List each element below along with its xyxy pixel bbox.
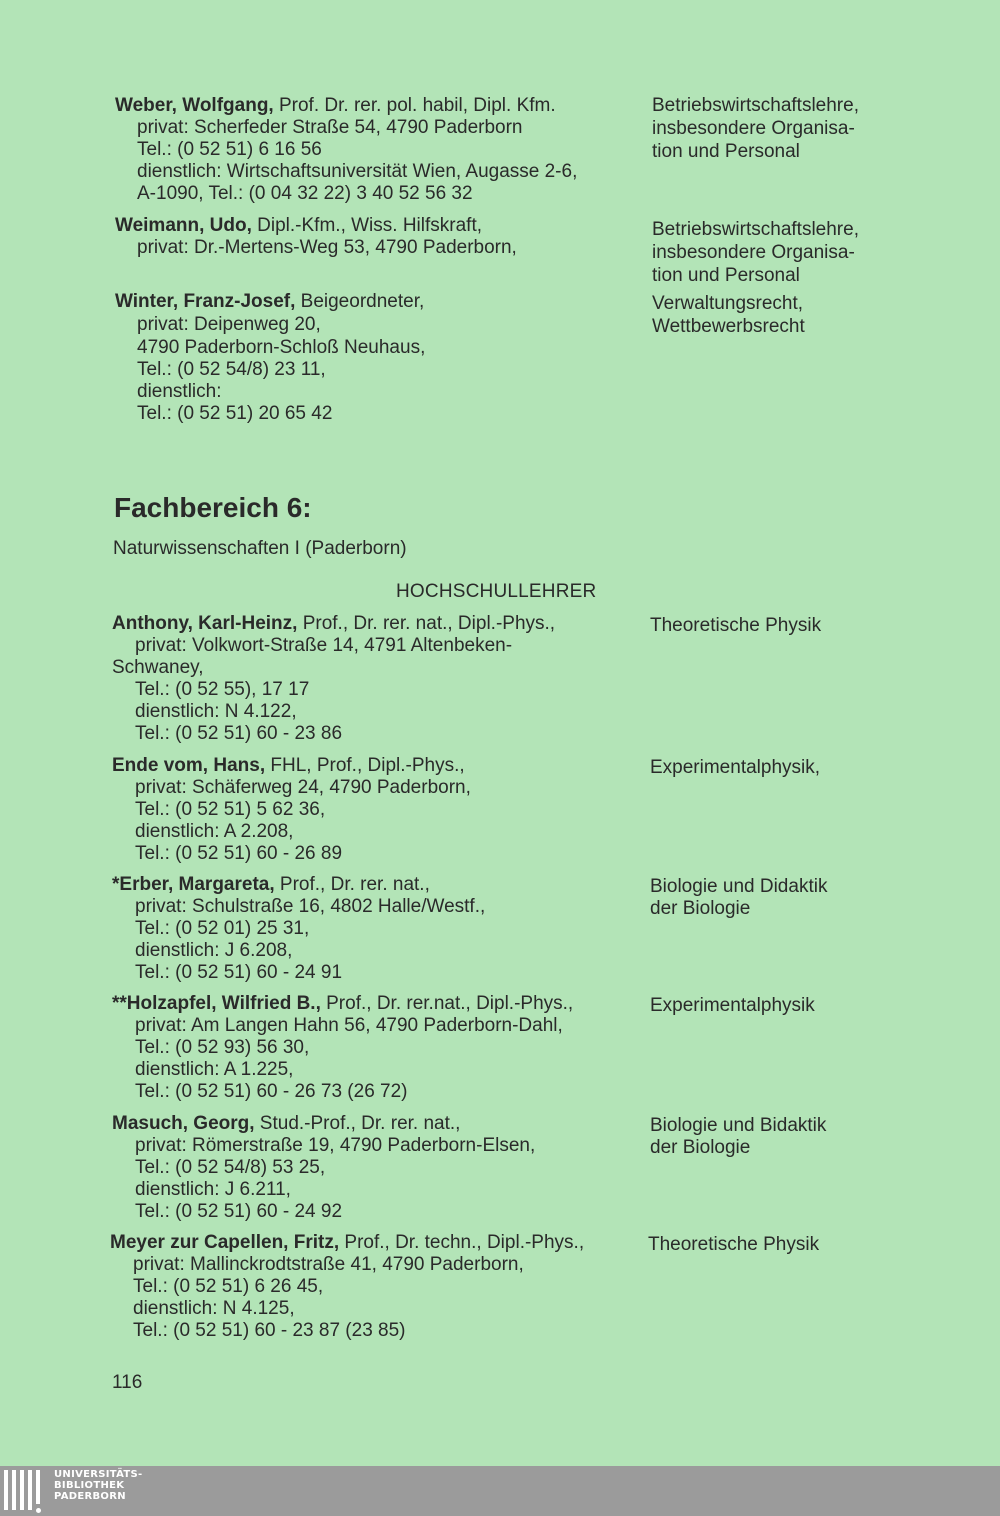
entry-line: Schwaney, [112, 657, 204, 678]
subject-line: Betriebswirtschaftslehre, [652, 219, 859, 240]
subject-line: Experimentalphysik [650, 995, 815, 1016]
subject-line: der Biologie [650, 1137, 751, 1158]
entry-name-line [112, 993, 573, 1015]
section-heading: Fachbereich 6: [114, 492, 312, 523]
entry-name-line [112, 1113, 460, 1135]
entry-name-line [112, 874, 430, 896]
entry-line: dienstlich: N 4.125, [133, 1298, 295, 1319]
subject-line: Biologie und Didaktik [650, 876, 828, 897]
entry-line: Tel.: (0 52 54/8) 23 11, [137, 359, 326, 380]
entry-name-line [115, 95, 556, 117]
entry-line: privat: Römerstraße 19, 4790 Paderborn-Elsen, [135, 1135, 536, 1156]
subject-line: Wettbewerbsrecht [652, 316, 805, 337]
entry-line: privat: Schäferweg 24, 4790 Paderborn, [135, 777, 471, 798]
section-subheading: Naturwissenschaften I (Paderborn) [113, 538, 407, 559]
entry-line: Tel.: (0 52 51) 60 - 23 87 (23 85) [133, 1320, 406, 1341]
group-heading: HOCHSCHULLEHRER [396, 581, 597, 602]
person-title: Prof., Dr. rer.nat., Dipl.-Phys., [320, 993, 574, 1014]
person-name: *Erber, Margareta, [112, 874, 275, 895]
entry-line: dienstlich: J 6.208, [135, 940, 293, 961]
person-title: Prof., Dr. rer. nat., [274, 874, 430, 895]
entry-line: Tel.: (0 52 54/8) 53 25, [135, 1157, 326, 1178]
entry-line: dienstlich: A 2.208, [135, 821, 294, 842]
person-name: **Holzapfel, Wilfried B., [112, 993, 321, 1014]
entry-line: privat: Mallinckrodtstraße 41, 4790 Paderborn, [133, 1254, 524, 1275]
person-name: Winter, Franz-Josef, [115, 291, 296, 312]
subject-line: Theoretische Physik [648, 1234, 820, 1255]
logo-line: UNIVERSITÄTS- [54, 1469, 143, 1480]
entry-line: privat: Scherfeder Straße 54, 4790 Paderborn [137, 117, 523, 138]
entry-name-line [112, 755, 465, 777]
entry-line: dienstlich: A 1.225, [135, 1059, 294, 1080]
logo-line: BIBLIOTHEK [54, 1480, 125, 1491]
entry-line: privat: Volkwort-Straße 14, 4791 Altenbeken- [135, 635, 513, 656]
subject-line: tion und Personal [652, 265, 800, 286]
entry-line: Tel.: (0 52 93) 56 30, [135, 1037, 310, 1058]
library-footer-bar [0, 1466, 1000, 1516]
subject-line: der Biologie [650, 898, 751, 919]
entry-line: privat: Deipenweg 20, [137, 314, 321, 335]
person-title: Stud.-Prof., Dr. rer. nat., [254, 1113, 461, 1134]
person-title: Prof., Dr. rer. nat., Dipl.-Phys., [297, 613, 556, 634]
entry-line: privat: Schulstraße 16, 4802 Halle/Westf., [135, 896, 486, 917]
entry-line: Tel.: (0 52 51) 5 62 36, [135, 799, 326, 820]
entry-line: Tel.: (0 52 51) 20 65 42 [137, 403, 333, 424]
subject-line: Biologie und Bidaktik [650, 1115, 827, 1136]
logo-line: PADERBORN [54, 1491, 126, 1502]
entry-line: dienstlich: J 6.211, [135, 1179, 291, 1200]
entry-line: Tel.: (0 52 51) 60 - 24 91 [135, 962, 343, 983]
entry-name-line [115, 291, 424, 313]
person-name: Masuch, Georg, [112, 1113, 255, 1134]
subject-line: insbesondere Organisa- [652, 242, 855, 263]
entry-line: Tel.: (0 52 51) 60 - 26 89 [135, 843, 343, 864]
subject-line: tion und Personal [652, 141, 800, 162]
person-title: Prof. Dr. rer. pol. habil, Dipl. Kfm. [273, 95, 556, 116]
person-name: Ende vom, Hans, [112, 755, 266, 776]
library-logo-text [54, 1469, 143, 1502]
person-title: Beigeordneter, [295, 291, 425, 312]
library-logo-icon [2, 1470, 48, 1514]
subject-line: Betriebswirtschaftslehre, [652, 95, 859, 116]
page-number: 116 [112, 1372, 143, 1393]
subject-line: Verwaltungsrecht, [652, 293, 804, 314]
entry-line: dienstlich: Wirtschaftsuniversität Wien, Augasse 2-6, [137, 161, 578, 182]
entry-line: Tel.: (0 52 55), 17 17 [135, 679, 310, 700]
entry-line: dienstlich: N 4.122, [135, 701, 297, 722]
person-title: Dipl.-Kfm., Wiss. Hilfskraft, [251, 215, 483, 236]
person-title: Prof., Dr. techn., Dipl.-Phys., [339, 1232, 585, 1253]
entry-line: privat: Dr.-Mertens-Weg 53, 4790 Paderborn, [137, 237, 517, 258]
person-name: Weimann, Udo, [115, 215, 252, 236]
entry-name-line [110, 1232, 584, 1254]
subject-line: Theoretische Physik [650, 615, 822, 636]
person-title: FHL, Prof., Dipl.-Phys., [265, 755, 465, 776]
entry-line: dienstlich: [137, 381, 222, 402]
entry-line: A-1090, Tel.: (0 04 32 22) 3 40 52 56 32 [137, 183, 473, 204]
subject-line: insbesondere Organisa- [652, 118, 855, 139]
person-name: Meyer zur Capellen, Fritz, [110, 1232, 340, 1253]
entry-line: 4790 Paderborn-Schloß Neuhaus, [137, 337, 426, 358]
person-name: Anthony, Karl-Heinz, [112, 613, 298, 634]
entry-name-line [115, 215, 482, 237]
entry-line: Tel.: (0 52 01) 25 31, [135, 918, 310, 939]
person-name: Weber, Wolfgang, [115, 95, 274, 116]
entry-line: Tel.: (0 52 51) 60 - 23 86 [135, 723, 343, 744]
entry-line: privat: Am Langen Hahn 56, 4790 Paderborn-Dahl, [135, 1015, 563, 1036]
entry-line: Tel.: (0 52 51) 6 26 45, [133, 1276, 324, 1297]
entry-name-line [112, 613, 555, 635]
subject-line: Experimentalphysik, [650, 757, 821, 778]
entry-line: Tel.: (0 52 51) 6 16 56 [137, 139, 322, 160]
entry-line: Tel.: (0 52 51) 60 - 24 92 [135, 1201, 343, 1222]
entry-line: Tel.: (0 52 51) 60 - 26 73 (26 72) [135, 1081, 408, 1102]
